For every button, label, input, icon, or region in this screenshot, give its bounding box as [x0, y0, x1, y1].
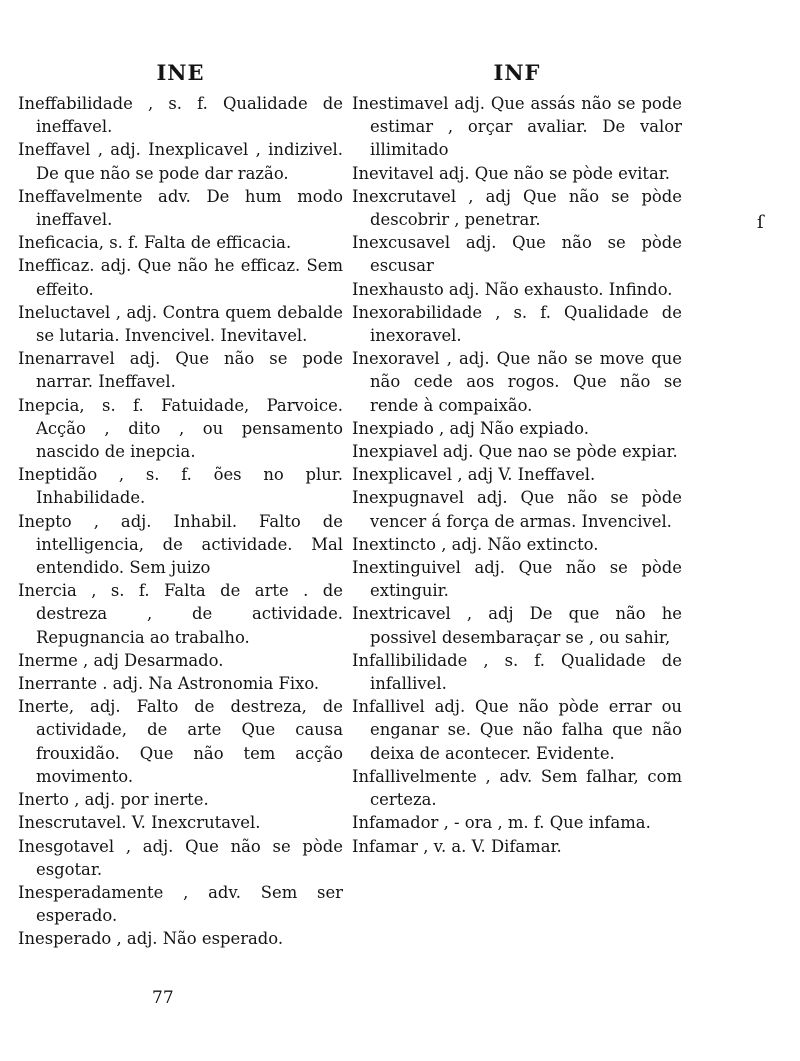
- dictionary-entry: Infallivelmente , adv. Sem falhar, com certeza.: [352, 766, 682, 810]
- dictionary-entry: Inerto , adj. por inerte.: [18, 790, 209, 810]
- dictionary-entry: Inextricavel , adj De que não he possivel desembaraçar se , ou sahir,: [352, 604, 682, 647]
- left-running-header: INE: [156, 60, 205, 85]
- dictionary-entry: Ineffabilidade , s. f. Qualidade de ineffavel.: [18, 94, 343, 137]
- dictionary-entry: Inerme , adj Desarmado.: [18, 650, 224, 670]
- dictionary-entry: Inerte, adj. Falto de destreza, de actividade, de arte Que causa frouxidão. Que não tem acção movimento.: [18, 697, 343, 786]
- dictionary-entry: Inexhausto adj. Não exhausto. Infindo.: [352, 279, 673, 299]
- dictionary-entry: Infallivel adj. Que não pòde errar ou enganar se. Que não falha que não deixa de acontecer. Evidente.: [352, 697, 682, 763]
- dictionary-entry: Inesperado , adj. Não esperado.: [18, 929, 284, 949]
- dictionary-entry: Ineluctavel , adj. Contra quem debalde se lutaria. Invencivel. Inevitavel.: [18, 302, 343, 346]
- dictionary-entry: Inextinguivel adj. Que não se pòde extinguir.: [352, 558, 682, 601]
- dictionary-entry: Inescrutavel. V. Inexcrutavel.: [18, 813, 261, 833]
- dictionary-entry: Inexoravel , adj. Que não se move que não cede aos rogos. Que não se rende à compaixão.: [352, 349, 682, 415]
- dictionary-entry: Inexorabilidade , s. f. Qualidade de inexoravel.: [352, 302, 682, 346]
- dictionary-entry: Inexcrutavel , adj Que não se pòde descobrir , penetrar.: [352, 186, 682, 230]
- right-running-header: INF: [493, 60, 541, 85]
- dictionary-entry: Inesgotavel , adj. Que não se pòde esgotar.: [18, 836, 343, 879]
- right-column: [352, 60, 682, 858]
- dictionary-entry: Inexpiavel adj. Que nao se pòde expiar.: [352, 442, 678, 462]
- dictionary-entry: Inefficaz. adj. Que não he efficaz. Sem effeito.: [18, 256, 343, 299]
- dictionary-entry: Inercia , s. f. Falta de arte . de destreza , de actividade. Repugnancia ao trabalho.: [18, 581, 343, 647]
- page-number: 77: [152, 988, 174, 1008]
- dictionary-entry: Inestimavel adj. Que assás não se pode estimar , orçar avaliar. De valor illimitado: [352, 94, 682, 160]
- dictionary-entry: Inexcusavel adj. Que não se pòde escusar: [352, 233, 682, 276]
- dictionary-entry: Inepcia, s. f. Fatuidade, Parvoice. Acção , dito , ou pensamento nascido de inepcia.: [18, 395, 343, 462]
- dictionary-entry: Inexplicavel , adj V. Ineffavel.: [352, 465, 596, 485]
- dictionary-entry: Inextincto , adj. Não extincto.: [352, 534, 599, 554]
- dictionary-entry: Inerrante . adj. Na Astronomia Fixo.: [18, 674, 320, 694]
- dictionary-entry: Inexpiado , adj Não expiado.: [352, 418, 589, 438]
- dictionary-entry: Infallibilidade , s. f. Qualidade de infallivel.: [352, 650, 682, 694]
- dictionary-entry: Inenarravel adj. Que não se pode narrar. Ineffavel.: [18, 349, 343, 392]
- dictionary-entry: Ineptidão , s. f. ões no plur. Inhabilidade.: [18, 465, 343, 508]
- dictionary-entry: Ineficacia, s. f. Falta de efficacia.: [18, 233, 292, 253]
- dictionary-entry: Infamador , - ora , m. f. Que infama.: [352, 813, 651, 833]
- dictionary-entry: Infamar , v. a. V. Difamar.: [352, 836, 562, 856]
- dictionary-entry: Ineffavelmente adv. De hum modo ineffavel.: [18, 186, 343, 230]
- dictionary-entry: Inexpugnavel adj. Que não se pòde vencer á força de armas. Invencivel.: [352, 488, 682, 531]
- dictionary-entry: Inevitavel adj. Que não se pòde evitar.: [352, 163, 670, 183]
- dictionary-entry: Inepto , adj. Inhabil. Falto de intelligencia, de actividade. Mal entendido. Sem juizo: [18, 511, 343, 578]
- left-column: [18, 60, 343, 951]
- margin-mark: ſ: [757, 212, 764, 233]
- dictionary-entry: Ineffavel , adj. Inexplicavel , indizivel. De que não se pode dar razão.: [18, 140, 343, 183]
- dictionary-entry: Inesperadamente , adv. Sem ser esperado.: [18, 882, 343, 926]
